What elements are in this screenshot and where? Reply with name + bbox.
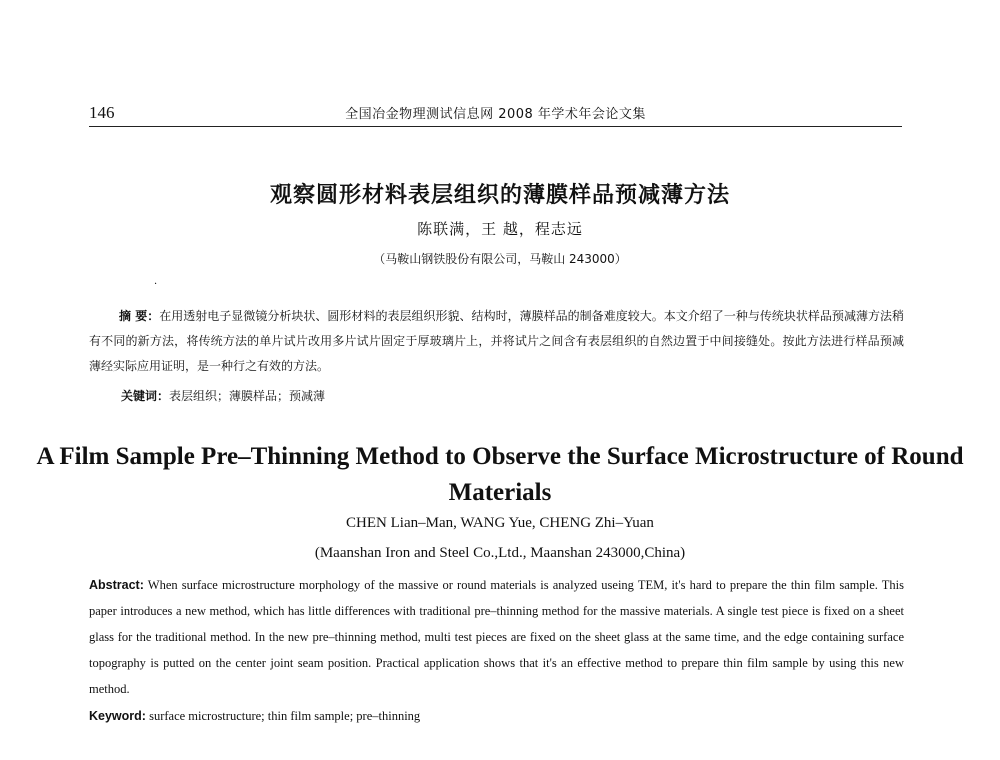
chinese-keywords-text: 表层组织；薄膜样品；预减薄: [169, 389, 326, 403]
chinese-abstract: [89, 304, 904, 379]
english-keywords: [89, 709, 904, 724]
english-abstract: [89, 572, 904, 702]
running-title: 全国冶金物理测试信息网 2008 年学术年会论文集: [345, 107, 646, 122]
header-rule: [89, 126, 902, 127]
english-title: A Film Sample Pre–Thinning Method to Observe the Surface Microstructure of Round Materials: [36, 443, 964, 506]
english-authors: CHEN Lian–Man, WANG Yue, CHENG Zhi–Yuan: [346, 515, 654, 531]
chinese-abstract-label: 摘 要：: [119, 309, 160, 323]
page-number: 146: [89, 103, 115, 122]
english-keywords-label: Keyword:: [89, 709, 146, 723]
stray-dot-mark: ·: [154, 279, 158, 290]
english-keywords-text: surface microstructure; thin film sample; pre–thinning: [145, 709, 421, 723]
running-header: [89, 103, 902, 125]
chinese-keywords: [121, 387, 901, 404]
chinese-title: 观察圆形材料表层组织的薄膜样品预减薄方法: [269, 183, 730, 208]
chinese-authors: 陈联满，王 越，程志远: [417, 220, 583, 238]
english-abstract-text: When surface microstructure morphology of the massive or round materials is analyzed useing TEM, it's hard to prepare the thin film sample. This paper introduces a new method, which has little differences with traditional pre–thinning method for the massive materials. A single test piece is fixed on a sheet glass for the traditional method. In the new pre–thinning method, multi test pieces are fixed on the sheet glass at the same time, and the edge containing surface topography is putted on the center joint seam position. Practical application shows that it's an effective method to prepare thin film sample by using this new method.: [89, 578, 904, 696]
english-affiliation: (Maanshan Iron and Steel Co.,Ltd., Maanshan 243000,China): [314, 545, 686, 561]
chinese-keywords-label: 关键词：: [121, 389, 170, 403]
english-abstract-label: Abstract:: [89, 578, 144, 592]
chinese-abstract-text: 在用透射电子显微镜分析块状、圆形材料的表层组织形貌、结构时，薄膜样品的制备难度较大。本文介绍了一种与传统块状样品预减薄方法稍有不同的新方法，将传统方法的单片试片改用多片试片固定于厚玻璃片上，并将试片之间含有表层组织的自然边置于中间接缝处。按此方法进行样品预减薄经实际应用证明，是一种行之有效的方法。: [89, 309, 904, 373]
chinese-affiliation: （马鞍山钢铁股份有限公司，马鞍山 243000）: [373, 252, 627, 266]
